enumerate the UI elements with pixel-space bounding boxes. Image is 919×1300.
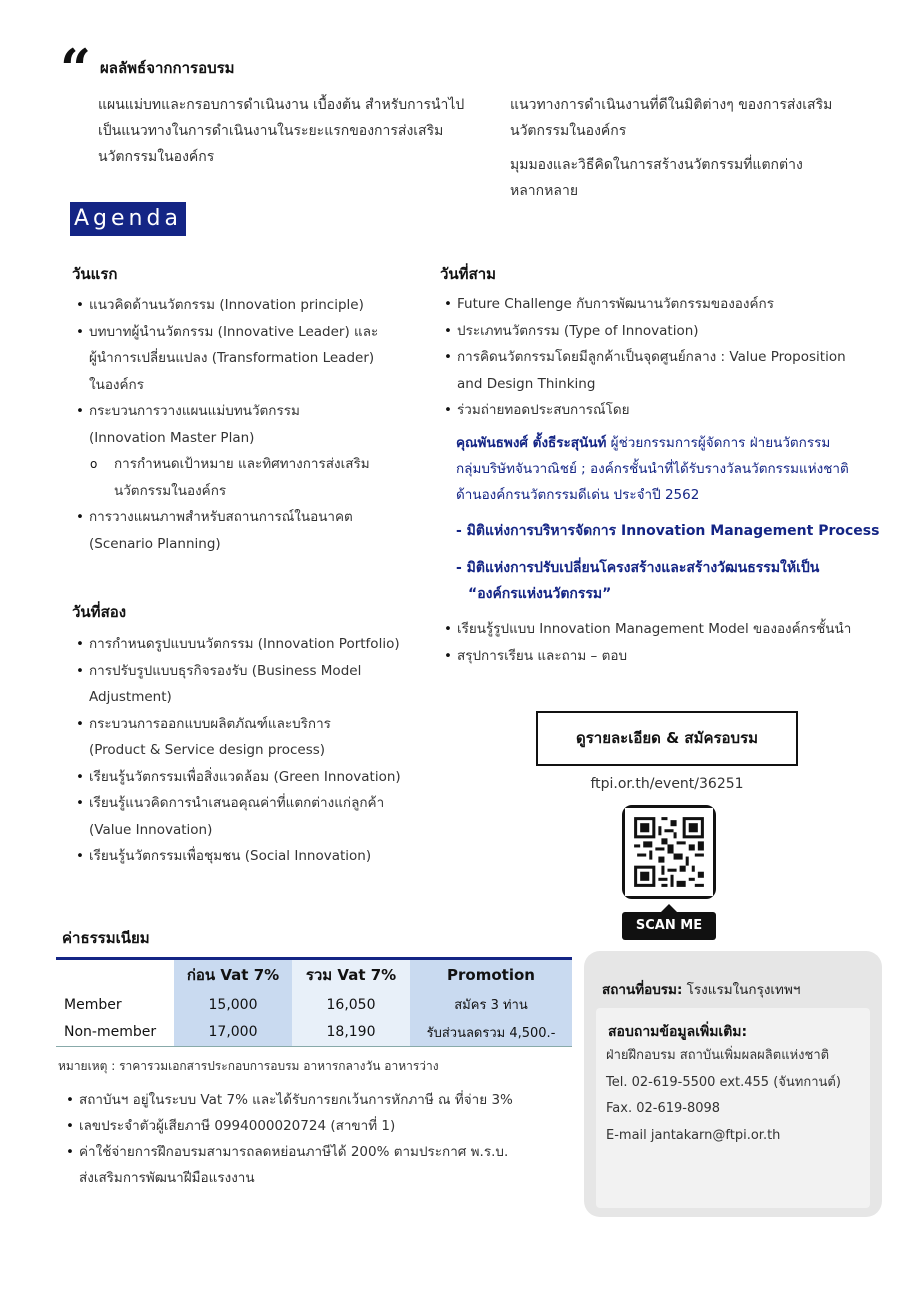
scan-me-label: SCAN ME bbox=[622, 912, 716, 940]
list-item: • ประเภทนวัตกรรม (Type of Innovation) bbox=[444, 318, 884, 345]
list-item-cont: ส่งเสริมการพัฒนาฝีมือแรงงาน bbox=[79, 1170, 255, 1186]
list-item: • สรุปการเรียน และถาม – ตอบ bbox=[444, 643, 894, 670]
qr-code-frame[interactable] bbox=[622, 805, 716, 899]
phone[interactable]: Tel. 02-619-5500 ext.455 (จันทกานต์) bbox=[606, 1074, 841, 1090]
list-item: • การวางแผนภาพสำหรับสถานการณ์ในอนาคต bbox=[76, 504, 426, 531]
inquiry-title: สอบถามข้อมูลเพิ่มเติม: bbox=[608, 1024, 748, 1040]
col-header-promotion: Promotion bbox=[410, 959, 572, 991]
list-item: • Future Challenge กับการพัฒนานวัตกรรมขององค์กร bbox=[444, 291, 884, 318]
register-button[interactable]: ดูรายละเอียด & สมัครอบรม bbox=[536, 711, 798, 766]
list-item: • กระบวนการออกแบบผลิตภัณฑ์และบริการ bbox=[76, 711, 436, 738]
qr-code-icon bbox=[625, 808, 713, 896]
results-right-paragraph-1: แนวทางการดำเนินงานที่ดีในมิติต่างๆ ของการส่งเสริม นวัตกรรมในองค์กร bbox=[510, 97, 833, 139]
inquiry-lines bbox=[606, 1043, 841, 1149]
email[interactable]: E-mail jantakarn@ftpi.or.th bbox=[606, 1127, 781, 1143]
list-item: • แนวคิดด้านนวัตกรรม (Innovation principle) bbox=[76, 292, 426, 319]
list-item-cont: นวัตกรรมในองค์กร bbox=[114, 482, 227, 499]
list-item-cont: (Product & Service design process) bbox=[89, 742, 326, 758]
dimension-1: - มิติแห่งการบริหารจัดการ Innovation Management Process bbox=[456, 523, 880, 539]
list-item-cont: (Innovation Master Plan) bbox=[89, 429, 255, 446]
day2-title: วันที่สอง bbox=[72, 603, 127, 621]
day1-list bbox=[76, 292, 426, 557]
fee-bullets bbox=[66, 1087, 566, 1191]
scan-pointer-icon bbox=[661, 904, 677, 912]
list-item: • เลขประจำตัวผู้เสียภาษี 0994000020724 (สาขาที่ 1) bbox=[66, 1113, 566, 1139]
results-right-paragraph-2: มุมมองและวิธีคิดในการสร้างนวัตกรรมที่แตกต่าง หลากหลาย bbox=[510, 157, 803, 199]
department: ฝ่ายฝึกอบรม สถาบันเพิ่มผลผลิตแห่งชาติ bbox=[606, 1048, 830, 1063]
results-title: ผลลัพธ์จากการอบรม bbox=[100, 59, 235, 77]
list-item: • เรียนรู้นวัตกรรมเพื่อชุมชน (Social Innovation) bbox=[76, 843, 436, 870]
venue-value: โรงแรมในกรุงเทพฯ bbox=[682, 982, 801, 998]
list-item-cont: ในองค์กร bbox=[89, 376, 144, 393]
day3-list bbox=[444, 291, 884, 424]
list-item: • เรียนรู้รูปแบบ Innovation Management Model ขององค์กรชั้นนำ bbox=[444, 616, 894, 643]
table-header-row bbox=[56, 959, 572, 991]
col-header-incl-vat: รวม Vat 7% bbox=[292, 959, 410, 991]
sub-list-item: o การกำหนดเป้าหมาย และทิศทางการส่งเสริม bbox=[76, 451, 426, 478]
list-item: • เรียนรู้นวัตกรรมเพื่อสิ่งแวดล้อม (Green Innovation) bbox=[76, 764, 436, 791]
speaker-info: คุณพันธพงศ์ ตั้งธีระสุนันท์ ผู้ช่วยกรรมการผู้จัดการ ฝ่ายนวัตกรรม กลุ่มบริษัทจันวาณิชย์ ; องค์กรชั้นนำที่ได้รับรางวัลนวัตกรรมแห่งชาติ ด้านองค์กรนวัตกรรมดีเด่น ประจำปี 2562 bbox=[456, 435, 849, 503]
list-item-cont: ผู้นำการเปลี่ยนแปลง (Transformation Leader) bbox=[89, 350, 375, 366]
list-item: • บทบาทผู้นำนวัตกรรม (Innovative Leader) และ bbox=[76, 319, 426, 346]
speaker-name: คุณพันธพงศ์ ตั้งธีระสุนันท์ bbox=[456, 435, 607, 451]
list-item: • เรียนรู้แนวคิดการนำเสนอคุณค่าที่แตกต่างแก่ลูกค้า bbox=[76, 790, 436, 817]
col-header-before-vat: ก่อน Vat 7% bbox=[174, 959, 292, 991]
table-row: Member 15,000 16,050 สมัคร 3 ท่าน bbox=[56, 991, 572, 1019]
list-item-cont: and Design Thinking bbox=[457, 375, 596, 392]
agenda-heading: Agenda bbox=[70, 202, 186, 236]
event-url[interactable]: ftpi.or.th/event/36251 bbox=[590, 776, 744, 792]
list-item: • การกำหนดรูปแบบนวัตกรรม (Innovation Portfolio) bbox=[76, 631, 436, 658]
list-item: • ร่วมถ่ายทอดประสบการณ์โดย bbox=[444, 397, 884, 424]
list-item-cont: (Value Innovation) bbox=[89, 821, 213, 838]
list-item: • สถาบันฯ อยู่ในระบบ Vat 7% และได้รับการยกเว้นการหักภาษี ณ ที่จ่าย 3% bbox=[66, 1087, 566, 1113]
fee-table bbox=[56, 957, 572, 1047]
list-item: • การคิดนวัตกรรมโดยมีลูกค้าเป็นจุดศูนย์กลาง : Value Proposition bbox=[444, 344, 884, 371]
list-item: • กระบวนการวางแผนแม่บทนวัตกรรม bbox=[76, 398, 426, 425]
quote-mark-icon: “ bbox=[60, 37, 92, 101]
list-item-cont: (Scenario Planning) bbox=[89, 535, 221, 552]
fees-title: ค่าธรรมเนียม bbox=[62, 929, 150, 947]
day1-title: วันแรก bbox=[72, 265, 118, 283]
venue-label: สถานที่อบรม: bbox=[602, 982, 683, 998]
dimension-2: - มิติแห่งการปรับเปลี่ยนโครงสร้างและสร้างวัฒนธรรมให้เป็น “องค์กรแห่งนวัตกรรม” bbox=[456, 560, 820, 602]
results-left-paragraph: แผนแม่บทและกรอบการดำเนินงาน เบื้องต้น สำหรับการนำไป เป็นแนวทางในการดำเนินงานในระยะแรกของการส่งเสริม นวัตกรรมในองค์กร bbox=[98, 97, 465, 165]
list-item: • การปรับรูปแบบธุรกิจรองรับ (Business Model bbox=[76, 658, 436, 685]
venue-info bbox=[602, 978, 800, 1000]
fee-note: หมายเหตุ : ราคารวมเอกสารประกอบการอบรม อาหารกลางวัน อาหารว่าง bbox=[58, 1059, 439, 1073]
fax: Fax. 02-619-8098 bbox=[606, 1101, 721, 1116]
day3-title: วันที่สาม bbox=[440, 265, 497, 283]
day3-list-after bbox=[444, 616, 894, 669]
day2-list bbox=[76, 631, 436, 870]
list-item: • ค่าใช้จ่ายการฝึกอบรมสามารถลดหย่อนภาษีได้ 200% ตามประกาศ พ.ร.บ. bbox=[66, 1139, 566, 1165]
list-item-cont: Adjustment) bbox=[89, 689, 172, 705]
table-row: Non-member 17,000 18,190 รับส่วนลดรวม 4,500.- bbox=[56, 1019, 572, 1047]
